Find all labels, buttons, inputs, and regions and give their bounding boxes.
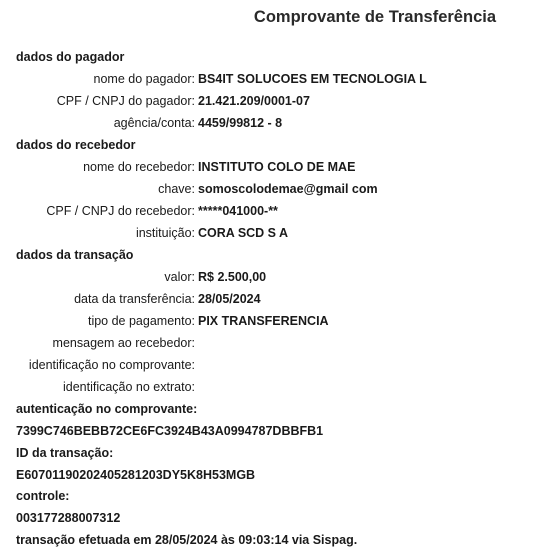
receiver-document-label: CPF / CNPJ do recebedor:: [46, 204, 195, 218]
receiver-document-row: [0, 204, 544, 222]
payer-account-row: [0, 116, 544, 134]
control-value: 003177288007312: [16, 511, 121, 525]
transaction-amount-row: [0, 270, 544, 288]
receiver-institution-value: CORA SCD S A: [198, 226, 289, 240]
payer-name-row: [0, 72, 544, 90]
receipt-title: Comprovante de Transferência: [253, 8, 496, 26]
transaction-amount-label: valor:: [164, 270, 195, 284]
receiver-institution-row: [0, 226, 544, 244]
receiver-message-label: mensagem ao recebedor:: [52, 336, 195, 350]
payer-document-label: CPF / CNPJ do pagador:: [56, 94, 195, 108]
section-heading-payer: dados do pagador: [16, 50, 125, 64]
receiver-name-label: nome do recebedor:: [83, 160, 195, 174]
receipt-identification-row: [0, 358, 544, 376]
control-label: controle:: [16, 489, 70, 503]
receiver-key-value: somoscolodemae@gmail com: [198, 182, 378, 196]
payer-account-label: agência/conta:: [113, 116, 195, 130]
authentication-code: 7399C746BEBB72CE6FC3924B43A0994787DBBFB1: [16, 424, 324, 438]
payer-name-value: BS4IT SOLUCOES EM TECNOLOGIA L: [198, 72, 427, 86]
transaction-date-label: data da transferência:: [74, 292, 195, 306]
authentication-label: autenticação no comprovante:: [16, 402, 198, 416]
payment-type-value: PIX TRANSFERENCIA: [198, 314, 329, 328]
payer-document-value: 21.421.209/0001-07: [198, 94, 310, 108]
receiver-key-label: chave:: [158, 182, 195, 196]
statement-identification-row: [0, 380, 544, 398]
receiver-name-row: [0, 160, 544, 178]
receiver-name-value: INSTITUTO COLO DE MAE: [198, 160, 356, 174]
payer-name-label: nome do pagador:: [93, 72, 195, 86]
payer-account-value: 4459/99812 - 8: [198, 116, 283, 130]
receipt-identification-label: identificação no comprovante:: [28, 358, 195, 372]
payer-document-row: [0, 94, 544, 112]
transaction-date-value: 28/05/2024: [198, 292, 261, 306]
receiver-key-row: [0, 182, 544, 200]
section-heading-transaction: dados da transação: [16, 248, 134, 262]
transaction-id-label: ID da transação:: [16, 446, 114, 460]
receiver-message-row: [0, 336, 544, 354]
transaction-date-row: [0, 292, 544, 310]
section-heading-receiver: dados do recebedor: [16, 138, 136, 152]
transaction-footer: transação efetuada em 28/05/2024 às 09:03:14 via Sispag.: [16, 533, 358, 547]
receiver-institution-label: instituição:: [135, 226, 195, 240]
receiver-document-value: *****041000-**: [198, 204, 278, 218]
payment-type-label: tipo de pagamento:: [87, 314, 195, 328]
transaction-amount-value: R$ 2.500,00: [198, 270, 267, 284]
payment-type-row: [0, 314, 544, 332]
transaction-id-value: E60701190202405281203DY5K8H53MGB: [16, 468, 256, 482]
statement-identification-label: identificação no extrato:: [62, 380, 195, 394]
